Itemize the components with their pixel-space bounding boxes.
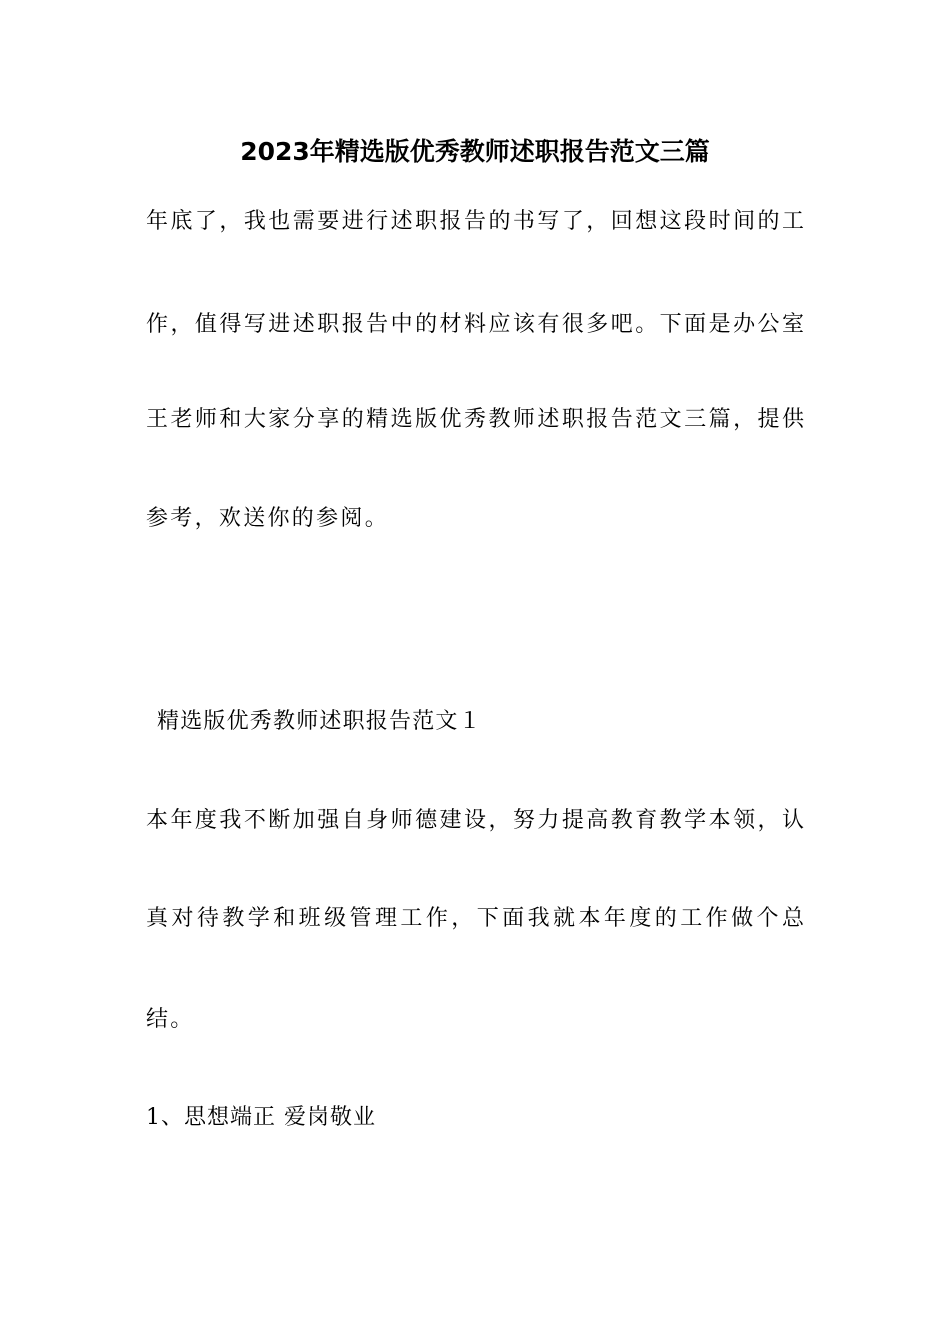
section-1-line-1: 本年度我不断加强自身师德建设，努力提高教育教学本领，认 xyxy=(146,808,804,833)
intro-line-2: 作，值得写进述职报告中的材料应该有很多吧。下面是办公室 xyxy=(146,312,804,337)
document-title: 2023年精选版优秀教师述职报告范文三篇 xyxy=(240,137,710,166)
intro-line-4: 参考，欢送你的参阅。 xyxy=(146,506,390,531)
section-1-heading: 精选版优秀教师述职报告范文１ xyxy=(157,709,482,734)
intro-line-1: 年底了，我也需要进行述职报告的书写了，回想这段时间的工 xyxy=(146,209,804,234)
intro-line-3: 王老师和大家分享的精选版优秀教师述职报告范文三篇，提供 xyxy=(146,407,804,432)
section-1-line-3: 结。 xyxy=(146,1007,195,1032)
section-1-line-2: 真对待教学和班级管理工作，下面我就本年度的工作做个总 xyxy=(146,906,804,931)
section-1-subheading: 1、思想端正 爱岗敬业 xyxy=(146,1105,376,1130)
